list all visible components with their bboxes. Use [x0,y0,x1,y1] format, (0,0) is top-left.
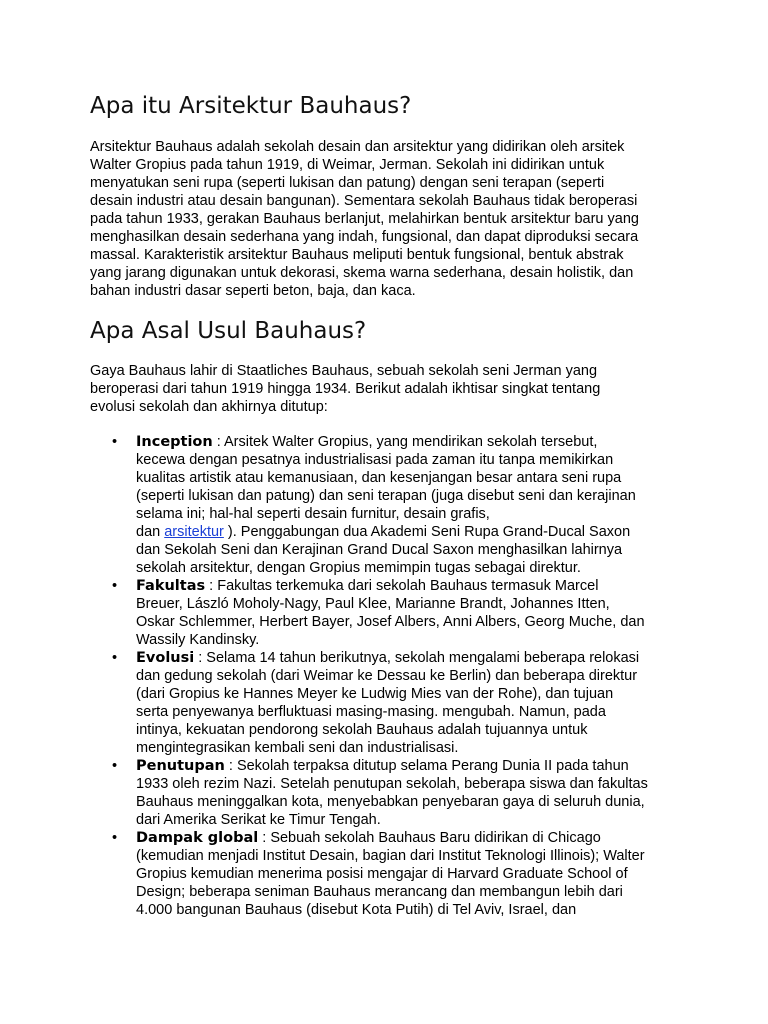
bullet-term: Penutupan [136,758,225,774]
arsitektur-link[interactable]: arsitektur [164,524,224,540]
bullet-icon: • [112,830,118,846]
text-line: mengintegrasikan kembali seni dan industrialisasi. [136,740,459,756]
text-line: dari Amerika Serikat ke Timur Tengah. [136,812,381,828]
list-item-dampak-global [0,829,700,919]
text-line: (dari Gropius ke Hannes Meyer ke Ludwig Mies van der Rohe), dan tujuan [136,686,614,702]
list-item-evolusi [0,649,700,757]
bullet-text: : Sekolah terpaksa ditutup selama Perang Dunia II pada tahun [224,758,629,774]
bullet-icon: • [112,650,118,666]
text-line [136,433,700,451]
text-line: Design; beberapa seniman Bauhaus merancang dan membangun lebih dari [136,884,623,900]
text-line: massal. Karakteristik arsitektur Bauhaus meliputi bentuk fungsional, bentuk abstrak [90,247,624,263]
text-line: Gropius kemudian menerima posisi mengajar di Harvard Graduate School of [136,866,628,882]
bullet-text: : Selama 14 tahun berikutnya, sekolah mengalami beberapa relokasi [194,650,640,666]
bullet-term: Inception [136,434,213,450]
list-item-fakultas [0,577,700,649]
text-line: Wassily Kandinsky. [136,632,260,648]
text-line: Breuer, László Moholy-Nagy, Paul Klee, Marianne Brandt, Johannes Itten, [136,596,610,612]
text-line: yang jarang digunakan untuk dekorasi, skema warna sederhana, desain holistik, dan [90,265,634,281]
section-heading-bauhaus-architecture: Apa itu Arsitektur Bauhaus? [90,93,412,119]
text-line: (seperti lukisan dan patung) dan seni terapan (juga disebut seni dan kerajinan [136,488,636,504]
bullet-text: : Fakultas terkemuka dari sekolah Bauhaus termasuk Marcel [205,578,599,594]
text-line: Arsitektur Bauhaus adalah sekolah desain dan arsitektur yang didirikan oleh arsitek [90,139,625,155]
text-line [136,523,700,541]
origins-paragraph [90,362,600,416]
bullet-text: : Sebuah sekolah Bauhaus Baru didirikan di Chicago [258,830,601,846]
link-prefix: dan [136,524,165,540]
text-line: sekolah arsitektur, dengan Gropius memimpin tugas sebagai direktur. [136,560,581,576]
bullet-icon: • [112,758,118,774]
section-heading-bauhaus-origins: Apa Asal Usul Bauhaus? [90,318,367,344]
text-line: intinya, kekuatan pendorong sekolah Bauhaus adalah tujuannya untuk [136,722,588,738]
text-line: (kemudian menjadi Institut Desain, bagian dari Institut Teknologi Illinois); Walter [136,848,645,864]
text-line: 1933 oleh rezim Nazi. Setelah penutupan sekolah, beberapa siswa dan fakultas [136,776,648,792]
text-line: desain industri atau desain bangunan). Sementara sekolah Bauhaus tidak beroperasi [90,193,638,209]
text-line: menyatukan seni rupa (seperti lukisan dan patung) dengan seni terapan (seperti [90,175,605,191]
text-line: Oskar Schlemmer, Herbert Bayer, Josef Albers, Anni Albers, Georg Muche, dan [136,614,645,630]
list-item-inception [0,433,700,577]
text-line: dan Sekolah Seni dan Kerajinan Grand Ducal Saxon menghasilkan lahirnya [136,542,623,558]
text-line: dan gedung sekolah (dari Weimar ke Dessau ke Berlin) dan beberapa direktur [136,668,638,684]
text-line: menghasilkan desain sederhana yang indah, fungsional, dan dapat diproduksi secara [90,229,639,245]
intro-paragraph [90,138,639,300]
text-line: 4.000 bangunan Bauhaus (disebut Kota Putih) di Tel Aviv, Israel, dan [136,902,577,918]
text-line: selama ini; hal-hal seperti desain furnitur, desain grafis, [136,506,490,522]
bullet-icon: • [112,578,118,594]
text-line: bahan industri dasar seperti beton, baja, dan kaca. [90,283,416,299]
text-line [136,757,700,775]
text-line: beroperasi dari tahun 1919 hingga 1934. Berikut adalah ikhtisar singkat tentang [90,381,601,397]
bullet-term: Fakultas [136,578,206,594]
history-bullet-list [0,433,700,919]
bullet-icon: • [112,434,118,450]
link-suffix: ). Penggabungan dua Akademi Seni Rupa Grand-Ducal Saxon [223,524,631,540]
text-line: evolusi sekolah dan akhirnya ditutup: [90,399,328,415]
list-item-penutupan [0,757,700,829]
text-line [136,577,700,595]
bullet-text: : Arsitek Walter Gropius, yang mendirikan sekolah tersebut, [212,434,598,450]
text-line: Walter Gropius pada tahun 1919, di Weimar, Jerman. Sekolah ini didirikan untuk [90,157,605,173]
text-line: kecewa dengan pesatnya industrialisasi pada zaman itu tanpa memikirkan [136,452,614,468]
bullet-term: Dampak global [136,830,259,846]
text-line: Gaya Bauhaus lahir di Staatliches Bauhaus, sebuah sekolah seni Jerman yang [90,363,598,379]
bullet-term: Evolusi [136,650,195,666]
text-line [136,649,700,667]
text-line [136,829,700,847]
text-line: serta penyewanya berfluktuasi masing-masing. mengubah. Namun, pada [136,704,606,720]
text-line: Bauhaus meninggalkan kota, menyebabkan penyebaran gaya di seluruh dunia, [136,794,645,810]
text-line: pada tahun 1933, gerakan Bauhaus berlanjut, melahirkan bentuk arsitektur baru yang [90,211,639,227]
text-line: kualitas artistik atau kemanusiaan, dan kesenjangan besar antara seni rupa [136,470,622,486]
